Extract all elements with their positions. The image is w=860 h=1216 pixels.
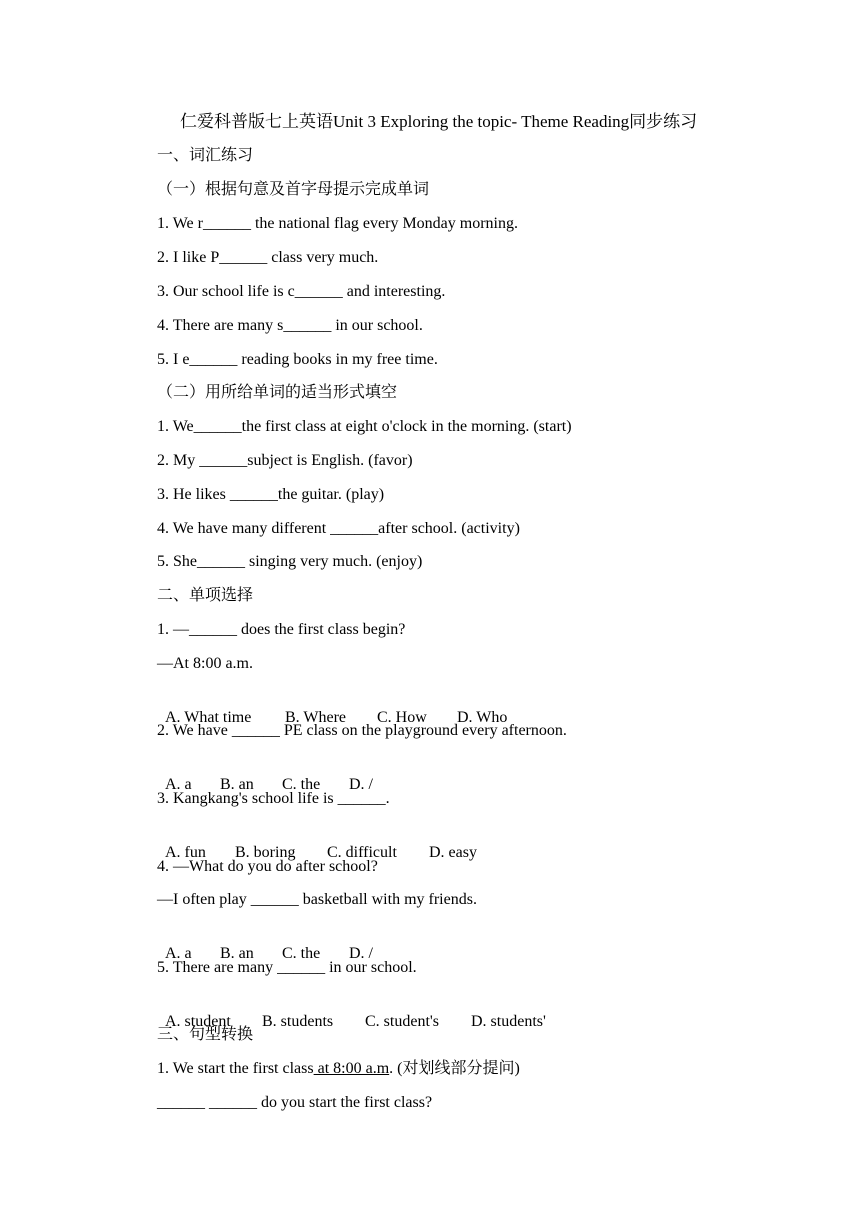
option-c: C. the [282,776,321,793]
underlined-phrase: at 8:00 a.m [313,1060,390,1077]
exercise-item: 3. Our school life is c______ and interesting. [157,283,446,300]
exercise-item: 1. We______the first class at eight o'clock in the morning. (start) [157,418,572,435]
exercise-item: 5. She______ singing very much. (enjoy) [157,553,423,570]
section-heading: 二、单项选择 [157,587,254,604]
question-suffix: . (对划线部分提问) [389,1060,520,1077]
option-d: D. / [349,776,373,793]
option-d: D. easy [429,844,477,861]
question-text: 5. There are many ______ in our school. [157,959,417,976]
exercise-item: 2. My ______subject is English. (favor) [157,452,413,469]
exercise-item: 2. I like P______ class very much. [157,249,379,266]
option-d: D. students' [471,1013,546,1030]
option-c: C. student's [365,1013,439,1030]
answer-line: ______ ______ do you start the first class? [157,1094,433,1111]
question-text [157,1059,520,1079]
option-b: B. an [220,776,254,793]
question-text: 4. —What do you do after school? [157,858,378,875]
option-a: A. student [165,1013,231,1030]
section-heading: 一、词汇练习 [157,147,254,164]
option-b: B. boring [235,844,296,861]
question-text: 1. —______ does the first class begin? [157,621,406,638]
option-c: C. the [282,945,321,962]
option-b: B. students [262,1013,334,1030]
option-b: B. Where [285,709,347,726]
question-text: 2. We have ______ PE class on the playground every afternoon. [157,722,567,739]
question-text: 3. Kangkang's school life is ______. [157,790,390,807]
exercise-item: 3. He likes ______the guitar. (play) [157,486,385,503]
subsection-heading: （二）用所给单词的适当形式填空 [157,384,398,401]
section-heading: 三、句型转换 [157,1026,254,1043]
subsection-heading: （一）根据句意及首字母提示完成单词 [157,181,430,198]
page-title: 仁爱科普版七上英语Unit 3 Exploring the topic- Theme Reading同步练习 [180,112,698,131]
question-text: —I often play ______ basketball with my friends. [157,891,477,908]
option-a: A. a [165,776,192,793]
option-c: C. difficult [327,844,397,861]
option-a: A. What time [165,709,252,726]
option-a: A. a [165,945,192,962]
option-d: D. / [349,945,373,962]
exercise-item: 1. We r______ the national flag every Monday morning. [157,215,518,232]
exercise-item: 4. We have many different ______after school. (activity) [157,520,520,537]
exercise-item: 4. There are many s______ in our school. [157,317,423,334]
question-prefix: 1. We start the first class [157,1060,314,1077]
option-c: C. How [377,709,427,726]
option-b: B. an [220,945,254,962]
option-d: D. Who [457,709,508,726]
exercise-item: 5. I e______ reading books in my free time. [157,351,438,368]
option-a: A. fun [165,844,206,861]
question-text: —At 8:00 a.m. [157,655,253,672]
